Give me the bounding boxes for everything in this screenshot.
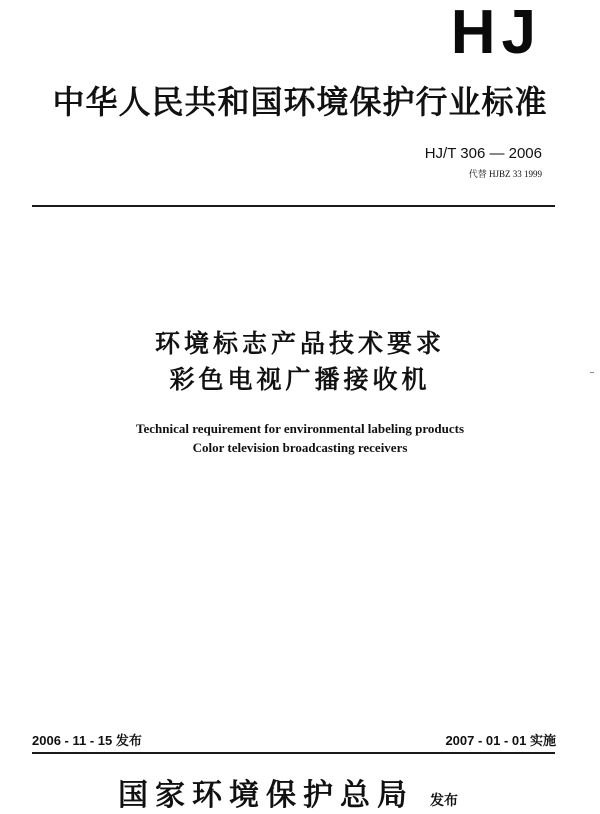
title-english-line-2: Color television broadcasting receivers — [192, 440, 408, 455]
issue-date: 2006 - 11 - 15 发布 — [32, 733, 142, 748]
title-chinese-line-1: 环境标志产品技术要求 — [154, 329, 445, 358]
replaces-standard: 代替 HJBZ 33 1999 — [468, 169, 542, 179]
title-chinese-line-2: 彩色电视广播接收机 — [169, 365, 431, 394]
publisher-name: 国家环境保护总局 — [118, 778, 414, 813]
standard-category-header: 中华人民共和国环境保护行业标准 — [52, 83, 548, 121]
bottom-divider — [32, 752, 555, 754]
title-english-line-1: Technical requirement for environmental labeling products — [135, 421, 465, 436]
top-divider — [32, 205, 555, 207]
hj-logo: HJ — [450, 0, 542, 67]
scan-mark — [590, 372, 594, 373]
standard-number: HJ/T 306 — 2006 — [424, 145, 542, 162]
publisher-suffix: 发布 — [430, 793, 458, 809]
effective-date: 2007 - 01 - 01 实施 — [445, 733, 556, 748]
